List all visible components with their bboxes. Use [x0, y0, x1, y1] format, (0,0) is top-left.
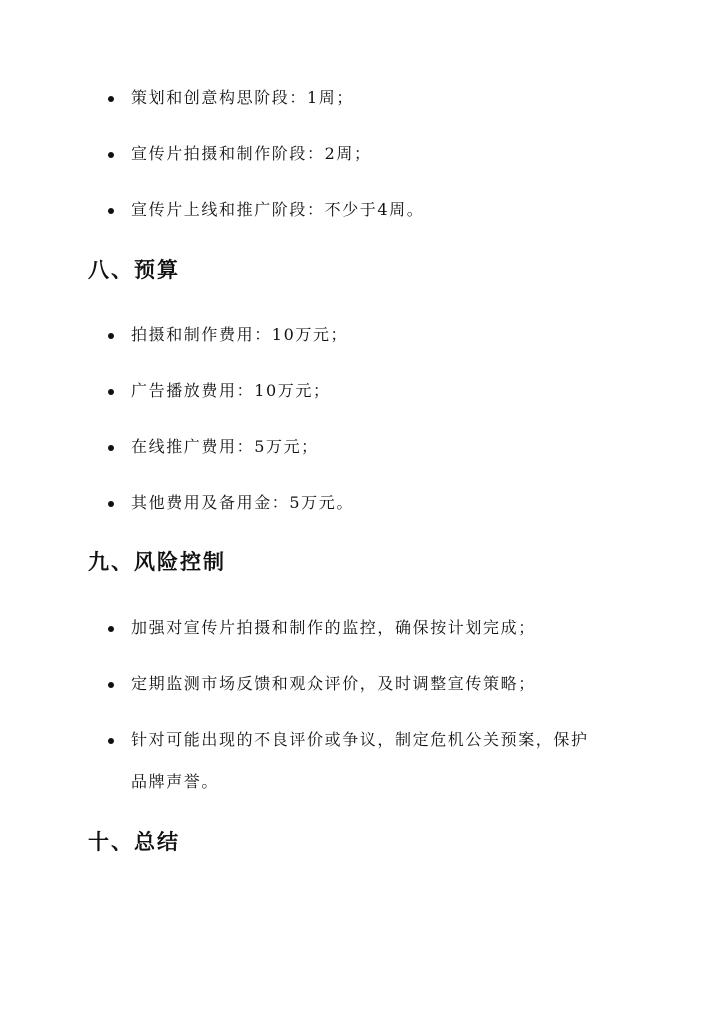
bullet-icon — [108, 333, 114, 339]
list-item-text: 针对可能出现的不良评价或争议，制定危机公关预案，保护 — [131, 730, 589, 749]
list-item-text: 宣传片拍摄和制作阶段：2周； — [131, 144, 372, 163]
list-item-text: 在线推广费用：5万元； — [131, 437, 319, 456]
section-heading-summary: 十、总结 — [88, 829, 180, 854]
bullet-icon — [108, 152, 114, 158]
list-item-text: 广告播放费用：10万元； — [131, 381, 331, 400]
list-item-text: 定期监测市场反馈和观众评价，及时调整宣传策略； — [131, 674, 536, 693]
list-item-text: 品牌声誉。 — [131, 772, 220, 791]
section-heading-risk: 九、风险控制 — [88, 549, 226, 574]
list-item-text: 其他费用及备用金：5万元。 — [131, 493, 354, 512]
list-item-text: 拍摄和制作费用：10万元； — [131, 325, 349, 344]
bullet-icon — [108, 96, 114, 102]
bullet-icon — [108, 208, 114, 214]
bullet-icon — [108, 626, 114, 632]
bullet-icon — [108, 389, 114, 395]
bullet-icon — [108, 738, 114, 744]
bullet-icon — [108, 682, 114, 688]
bullet-icon — [108, 445, 114, 451]
list-item-text: 宣传片上线和推广阶段：不少于4周。 — [131, 200, 425, 219]
list-item-text: 策划和创意构思阶段：1周； — [131, 88, 354, 107]
bullet-icon — [108, 501, 114, 507]
list-item-text: 加强对宣传片拍摄和制作的监控，确保按计划完成； — [131, 618, 536, 637]
section-heading-budget: 八、预算 — [88, 257, 180, 282]
